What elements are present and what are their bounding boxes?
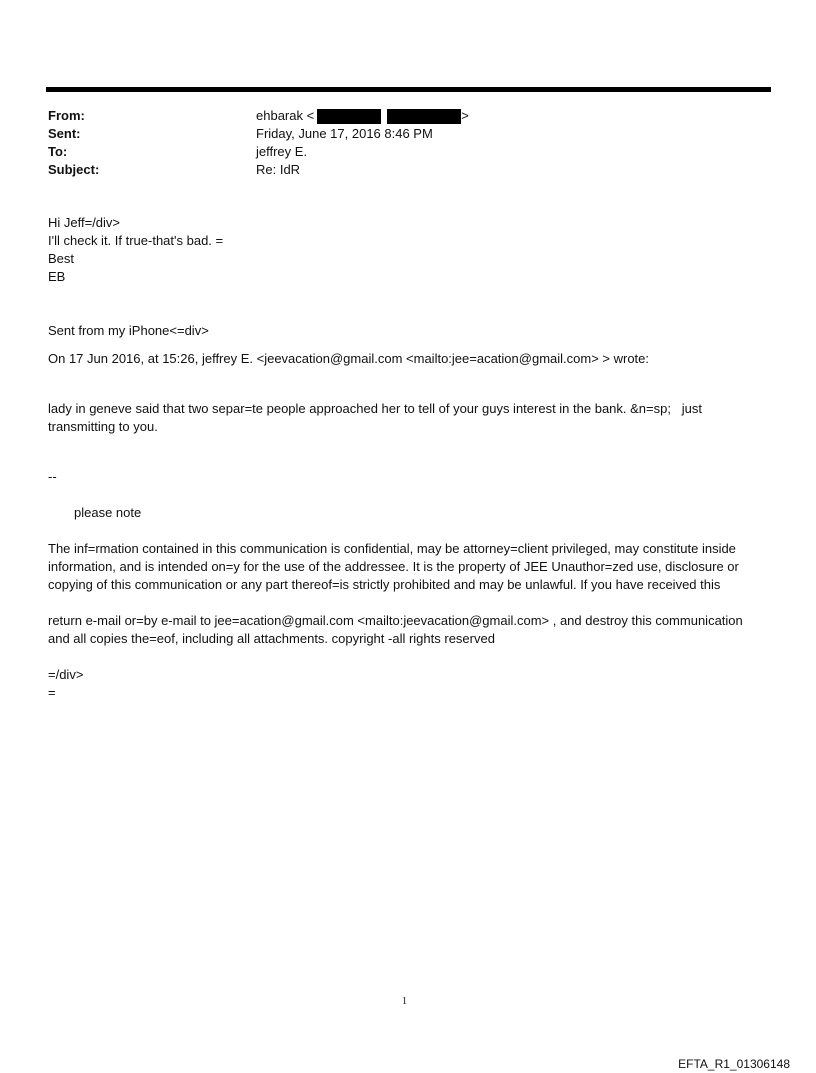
sent-from-line: Sent from my iPhone<=div> — [48, 323, 209, 338]
email-body — [48, 214, 768, 702]
redaction-box — [387, 109, 461, 124]
sign-off-line: Best — [48, 251, 75, 266]
from-row — [48, 107, 748, 125]
closing-line: =/div> — [48, 667, 84, 682]
disclaimer-paragraph-2: return e-mail or=by e-mail to jee=acation@gmail.com <mailto:jeevacation@gmail.com> , and destroy this communication and all copies the=eof, including all attachments. copyright -all rights reserved — [48, 613, 747, 646]
quote-intro-line: On 17 Jun 2016, at 15:26, jeffrey E. <jeevacation@gmail.com <mailto:jee=acation@gmail.com> > wrote: — [48, 351, 650, 366]
sent-label: Sent: — [48, 126, 81, 141]
subject-label: Subject: — [48, 162, 100, 177]
header-rule — [46, 87, 771, 92]
closing-line-2: = — [48, 685, 56, 700]
from-close-bracket: > — [461, 108, 469, 123]
to-label: To: — [48, 144, 68, 159]
disclaimer-paragraph: The inf=rmation contained in this communication is confidential, may be attorney=client privileged, may constitute inside information, and is intended on=y for the use of the addressee. It is the property of JEE Unauthor=zed use, disclosure or copying of this communication or any part thereof=is strictly prohibited and may be unlawful. If you have received this — [48, 541, 743, 592]
body-line: I'll check it. If true-that's bad. = — [48, 233, 224, 248]
email-header — [48, 107, 748, 179]
subject-row — [48, 161, 748, 179]
redaction-box — [317, 109, 381, 124]
quoted-message: lady in geneve said that two separ=te people approached her to tell of your guys interest in the bank. &n=sp; just transmitting to you. — [48, 401, 706, 434]
greeting-line: Hi Jeff=/div> — [48, 215, 121, 230]
from-value — [256, 107, 469, 125]
separator-line: -- — [48, 469, 57, 484]
signature-line: EB — [48, 269, 66, 284]
page-number: 1 — [402, 996, 407, 1007]
sent-value: Friday, June 17, 2016 8:46 PM — [256, 126, 433, 141]
to-row — [48, 143, 748, 161]
please-note-line: please note — [74, 505, 142, 520]
document-id: EFTA_R1_01306148 — [678, 1057, 790, 1071]
sent-row — [48, 125, 748, 143]
from-name: ehbarak < — [256, 108, 315, 123]
to-value: jeffrey E. — [256, 144, 308, 159]
from-label: From: — [48, 108, 85, 123]
subject-value: Re: IdR — [256, 162, 301, 177]
